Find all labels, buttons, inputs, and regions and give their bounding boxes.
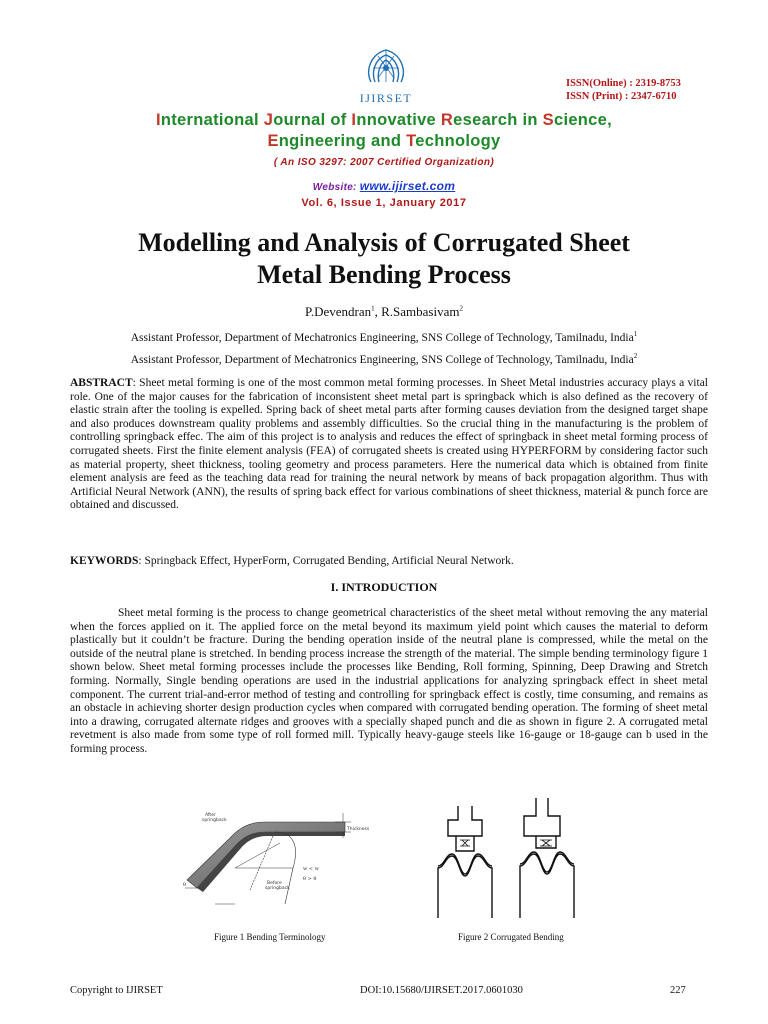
certified-organization: ( An ISO 3297: 2007 Certified Organization): [273, 157, 495, 168]
journal-title-segment: echnology: [415, 132, 501, 150]
journal-title-segment: R: [440, 111, 454, 129]
logo-text: IJIRSET: [359, 91, 413, 105]
journal-title-line1: [0, 110, 768, 131]
volume-issue: Vol. 6, Issue 1, January 2017: [301, 197, 467, 209]
affiliation-1-text: Assistant Professor, Department of Mechatronics Engineering, SNS College of Technology, Tamilnadu, India: [130, 331, 634, 344]
affiliation-1-sup: 1: [633, 330, 638, 338]
abstract-label: ABSTRACT: [70, 377, 133, 389]
journal-title-segment: esearch in: [453, 111, 543, 129]
affiliation-2: [0, 352, 768, 366]
journal-title-segment: nternational: [160, 111, 264, 129]
fig1-label-before: Before: [267, 881, 282, 886]
issn-block: [566, 78, 681, 103]
abstract: [70, 377, 708, 513]
journal-title-segment: E: [267, 132, 279, 150]
journal-title-segment: J: [263, 111, 274, 129]
fig1-label-relation-2: θ > θ: [303, 876, 317, 882]
journal-title-segment: I: [155, 111, 161, 129]
journal-title: [0, 110, 768, 152]
footer-page-number: 227: [670, 985, 686, 996]
footer-doi: DOI:10.15680/IJIRSET.2017.0601030: [360, 985, 523, 996]
affiliation-2-sup: 2: [633, 352, 638, 360]
figure-1-bending-terminology: [175, 808, 373, 918]
journal-title-segment: ournal of: [273, 111, 352, 129]
journal-title-segment: I: [351, 111, 357, 129]
journal-title-segment: ngineering and: [278, 132, 407, 150]
authors: [0, 304, 768, 320]
fig1-label-before-springback: springback: [265, 886, 290, 891]
fig1-label-relation-1: w < w: [303, 866, 319, 872]
fig1-label-after: After: [205, 813, 216, 818]
figure-2-caption: Figure 2 Corrugated Bending: [458, 932, 564, 942]
paper-title-line2: Metal Bending Process: [257, 260, 511, 289]
fig1-label-theta: θ: [183, 882, 187, 888]
section-heading-introduction: I. INTRODUCTION: [330, 580, 438, 594]
introduction-paragraph: Sheet metal forming is the process to change geometrical characteristics of the sheet metal without removing the any material when the forces applied on it. The applied force on the metal beyond its maximum yield point which causes the material to deform plastically but it couldn’t be fracture. During the bending operation inside of the neutral plane is compressed, while the metal on the outside of the neutral plane is stretched. In bending process increase the strength of the material. The simple bending terminology figure 1 shown below. Sheet metal forming processes include the processes like Bending, Roll forming, Spinning, Deep Drawing and Stretch forming. Normally, Single bending operations are used in the industrial applications for analyzing springback effect in sheet metal component. The current trial-and-error method of testing and controlling for springback effect is costly, time consuming, and remains as an obstacle in achieving shorter design production cycles when compared with corrugated bending operation. The forming of sheet metal into a drawing, corrugated alternate ridges and grooves with a specially shaped punch and die as shown in figure 2. A corrugated metal revetment is also made from some type of roll formed mill. Typically heavy-gauge steels like 16-gauge or 18-gauge can b used in the forming process.: [70, 607, 708, 755]
author-1-sup: 1: [371, 304, 375, 313]
website-link[interactable]: www.ijirset.com: [359, 179, 456, 193]
website-label: Website:: [312, 182, 357, 193]
affiliation-1: [0, 330, 768, 344]
keywords-label: KEYWORDS: [70, 555, 139, 567]
abstract-text: : Sheet metal forming is one of the most common metal forming processes. In Sheet Metal industries accuracy plays a vital role. One of the major causes for the fabrication of inconsistent sheet metal part is springback which is also defined as the recovery of elastic strain after the tooling is expelled. Spring back of sheet metal parts after forming causes deviation from the designed target shape and also produces downstream quality problems and assembly difficulties. So the crucial thing in the manufacturing is the problem of controlling springback effec. The aim of this project is to analysis and reduces the effect of springback in sheet metal forming process of corrugated sheets. First the finite element analysis (FEA) of corrugated sheets is created using HYPERFORM by considering factor such as material property, sheet thickness, tooling geometry and process parameters. Here the numerical data which is obtained from finite element analysis are feed as the teaching data read for training the neural network by means of back propagation algorithm. Thus with Artificial Neural Network (ANN), the results of spring back effect for various combinations of sheet thickness, material & punch force are obtained and discussed.: [70, 377, 708, 512]
issn-print: ISSN (Print) : 2347-6710: [566, 90, 677, 102]
affiliation-2-text: Assistant Professor, Department of Mechatronics Engineering, SNS College of Technology, Tamilnadu, India: [130, 353, 634, 366]
journal-title-line2: [0, 131, 768, 152]
keywords-text: : Springback Effect, HyperForm, Corrugated Bending, Artificial Neural Network.: [138, 555, 514, 567]
fig1-label-springback: springback: [202, 818, 227, 823]
journal-title-segment: cience,: [553, 111, 613, 129]
paper-title: [60, 227, 708, 291]
journal-title-segment: S: [542, 111, 554, 129]
journal-title-segment: T: [406, 132, 416, 150]
figure-1-caption: Figure 1 Bending Terminology: [214, 932, 326, 942]
author-1: P.Devendran: [305, 304, 372, 319]
journal-website: [0, 179, 768, 193]
fig1-label-thickness: Thickness: [347, 827, 370, 832]
journal-title-segment: nnovative: [356, 111, 441, 129]
figure-2-corrugated-bending: [436, 796, 586, 918]
author-2-sup: 2: [459, 304, 463, 313]
keywords: [70, 555, 708, 569]
author-2: R.Sambasivam: [381, 304, 460, 319]
issn-online: ISSN(Online) : 2319-8753: [566, 78, 681, 89]
paper-title-line1: Modelling and Analysis of Corrugated Sheet: [138, 228, 630, 257]
journal-logo: [345, 42, 427, 108]
footer-copyright: Copyright to IJIRSET: [70, 985, 163, 996]
author-separator: ,: [374, 304, 382, 319]
